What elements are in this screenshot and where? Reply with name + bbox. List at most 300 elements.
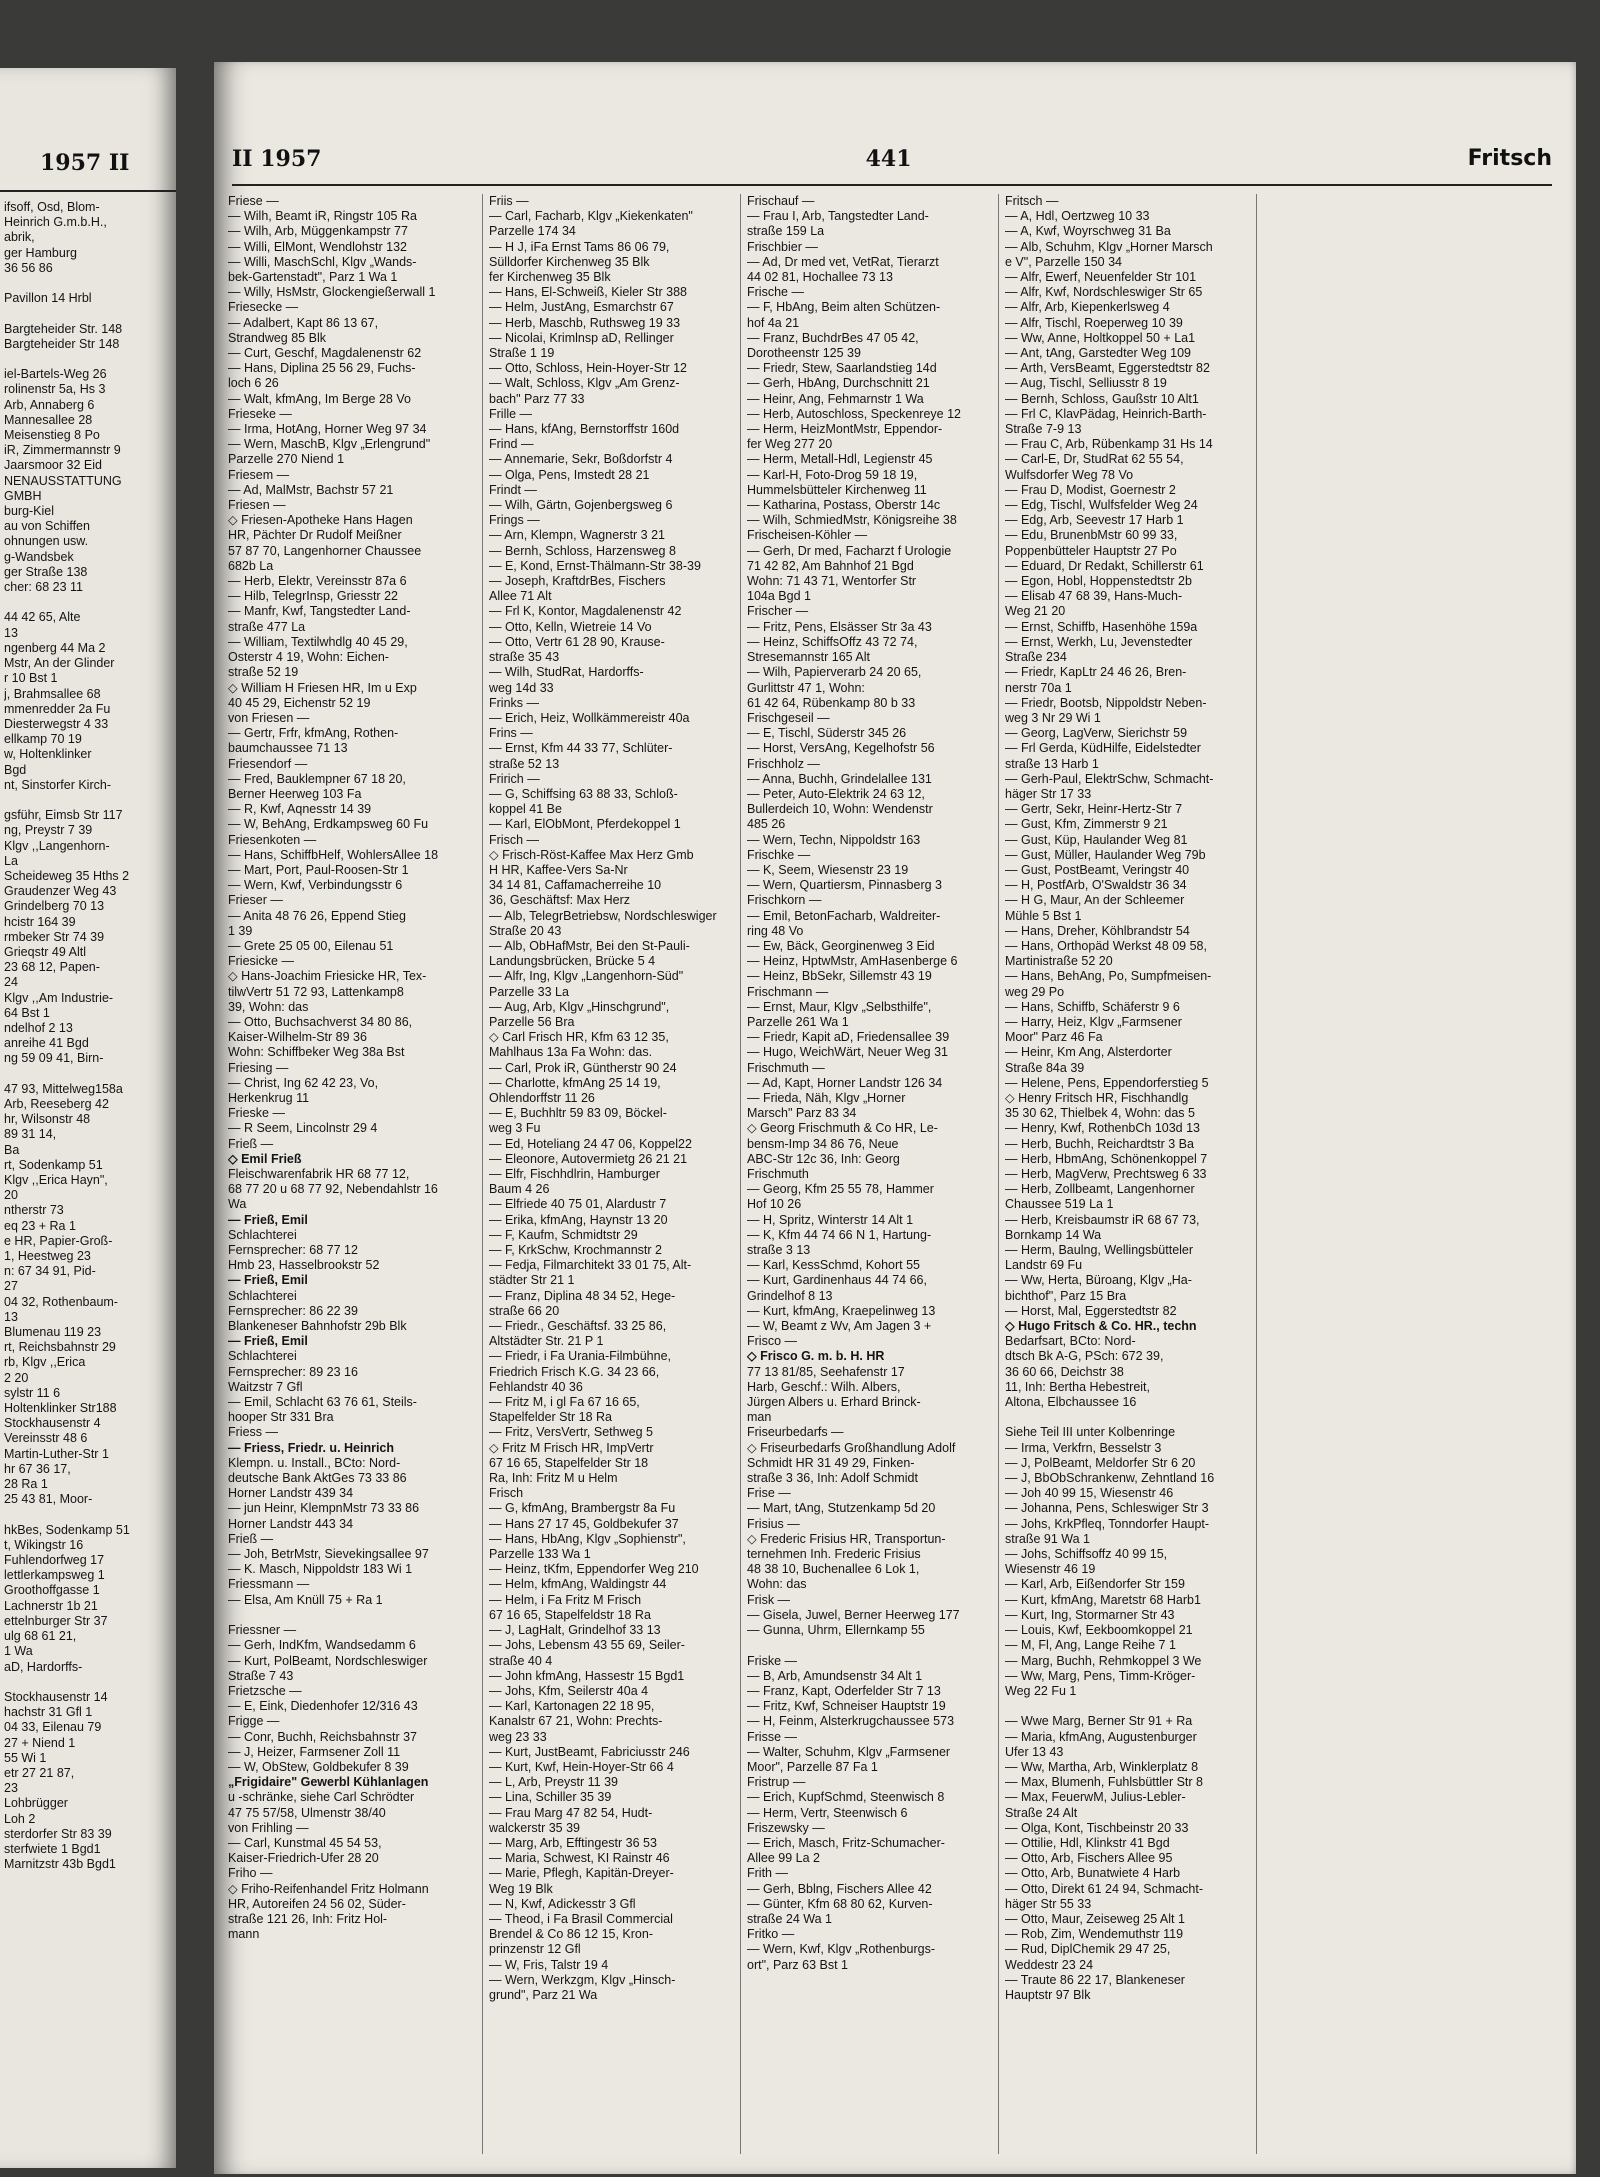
directory-entry-line: — Ernst, Maur, Klgv „Selbsthilfe",: [747, 999, 932, 1014]
directory-entry-line: — Erich, KupfSchmd, Steenwisch 8: [747, 1790, 945, 1805]
directory-entry-line: Frinks —: [489, 695, 539, 710]
directory-entry-line: — Grete 25 05 00, Eilenau 51: [228, 938, 394, 953]
directory-entry-line: — Herb, Buchh, Reichardtstr 3 Ba: [1005, 1136, 1194, 1151]
left-page-line: mmenredder 2a Fu: [4, 701, 111, 716]
directory-entry-line: — Frau Marg 47 82 54, Hudt-: [489, 1805, 653, 1820]
directory-entry-line: — Walt, kfmAng, Im Berge 28 Vo: [228, 391, 411, 406]
directory-entry-line: Waitzstr 7 Gfl: [228, 1379, 303, 1394]
directory-entry-line: Parzelle 261 Wa 1: [747, 1014, 849, 1029]
left-page-line: r 10 Bst 1: [4, 671, 58, 686]
directory-entry-line: — Hans, HbAng, Klgv „Sophienstr",: [489, 1531, 686, 1546]
directory-entry-line: Fehlandstr 40 36: [489, 1379, 583, 1394]
directory-entry-line: — Frau C, Arb, Rübenkamp 31 Hs 14: [1005, 437, 1213, 452]
directory-entry-line: — Gertr, Frfr, kfmAng, Rothen-: [228, 726, 399, 741]
directory-entry-line: 682b La: [228, 558, 274, 573]
directory-entry-line: — Otto, Schloss, Hein-Hoyer-Str 12: [489, 361, 687, 376]
directory-entry-line: — Alb, ObHafMstr, Bei den St-Pauli-: [489, 938, 690, 953]
directory-entry-line: Frieseke —: [228, 406, 292, 421]
directory-entry-line: — Heinr, Ang, Fehmarnstr 1 Wa: [747, 391, 924, 406]
directory-entry-line: 61 42 64, Rübenkamp 80 b 33: [747, 695, 916, 710]
directory-entry-line: hooper Str 331 Bra: [228, 1410, 334, 1425]
directory-entry-line: straße 24 Wa 1: [747, 1911, 832, 1926]
directory-entry-line: — H G, Maur, An der Schleemer: [1005, 893, 1185, 908]
left-page-line: Loh 2: [4, 1811, 36, 1826]
directory-entry-line: ◇ Fritz M Frisch HR, ImpVertr: [489, 1440, 654, 1455]
directory-entry-line: — Wilh, SchmiedMstr, Königsreihe 38: [747, 513, 957, 528]
directory-entry-line: Frischmuth: [747, 1167, 809, 1181]
directory-entry-line: Friis —: [489, 194, 529, 208]
directory-entry-line: — Anita 48 76 26, Eppend Stieg: [228, 908, 406, 923]
directory-entry-line: 57 87 70, Langenhorner Chaussee: [228, 543, 422, 558]
directory-entry-line: Martinistraße 52 20: [1005, 954, 1113, 969]
directory-entry-line: — Kurt, PolBeamt, Nordschleswiger: [228, 1653, 428, 1668]
directory-entry-line: — Alb, TelegrBetriebsw, Nordschleswiger: [489, 908, 717, 923]
directory-entry-line: — Adalbert, Kapt 86 13 67,: [228, 315, 379, 330]
directory-entry-line: Friesendorf —: [228, 756, 308, 771]
directory-entry-line: Parzelle 56 Bra: [489, 1014, 575, 1029]
left-page-line: [4, 352, 172, 367]
directory-entry-line: — W, BehAng, Erdkampsweg 60 Fu: [228, 817, 429, 832]
directory-entry-line: — Christ, Ing 62 42 23, Vo,: [228, 1075, 379, 1090]
directory-entry-line: häger Str 17 33: [1005, 786, 1092, 801]
header-keyword: Fritsch: [1467, 146, 1552, 171]
directory-entry-line: Parzelle 33 La: [489, 984, 569, 999]
directory-entry-line: Friszewsky —: [747, 1820, 825, 1835]
directory-entry-line: — Gertr, Sekr, Heinr-Hertz-Str 7: [1005, 802, 1183, 817]
directory-entry-line: — Carl, Kunstmal 45 54 53,: [228, 1835, 382, 1850]
directory-entry-line: — Herm, Baulng, Wellingsbütteler: [1005, 1243, 1194, 1258]
directory-entry-line: Landungsbrücken, Brücke 5 4: [489, 954, 656, 969]
directory-entry-line: — Louis, Kwf, Eekboomkoppel 21: [1005, 1623, 1193, 1638]
left-page-line: ettelnburger Str 37: [4, 1613, 108, 1628]
directory-entry-line: — Ww, Herta, Büroang, Klgv „Ha-: [1005, 1273, 1192, 1288]
left-page-line: 13: [4, 625, 18, 640]
left-page-line: 27: [4, 1279, 18, 1294]
directory-entry-line: — Ad, MalMstr, Bachstr 57 21: [228, 482, 394, 497]
directory-entry-line: — Gust, Küp, Haulander Weg 81: [1005, 832, 1188, 847]
directory-entry-line: — Mart, tAng, Stutzenkamp 5d 20: [747, 1501, 936, 1516]
directory-entry-line: — Gust, Kfm, Zimmerstr 9 21: [1005, 817, 1168, 832]
directory-entry-line: 71 42 82, Am Bahnhof 21 Bgd: [747, 558, 914, 573]
directory-entry-line: Bullerdeich 10, Wohn: Wendenstr: [747, 802, 933, 817]
directory-entry-line: Straße 7 43: [228, 1668, 294, 1683]
column-5: [1256, 194, 1509, 2154]
left-page-line: ng 59 09 41, Birn-: [4, 1051, 104, 1066]
left-page-line: hcistr 164 39: [4, 914, 76, 929]
directory-entry-line: Frindt —: [489, 482, 537, 497]
directory-entry-line: — Alb, Schuhm, Klgv „Horner Marsch: [1005, 239, 1213, 254]
directory-entry-line: — Gust, PostBeamt, Veringstr 40: [1005, 862, 1190, 877]
directory-entry-line: — William, Textilwhdlg 40 45 29,: [228, 634, 408, 649]
directory-entry-line: — Edg, Tischl, Wulfsfelder Weg 24: [1005, 498, 1198, 513]
directory-entry-line: — Theod, i Fa Brasil Commercial: [489, 1911, 673, 1926]
directory-entry-line: — Friedr, i Fa Urania-Filmbühne,: [489, 1349, 672, 1364]
directory-entry-line: — Wilh, Gärtn, Gojenbergsweg 6: [489, 498, 673, 513]
left-page-line: 89 31 14,: [4, 1127, 57, 1142]
left-page-line: [4, 595, 172, 610]
directory-entry-line: — R, Kwf, Aqnesstr 14 39: [228, 802, 372, 817]
directory-entry-line: Schlachterei: [228, 1349, 297, 1364]
directory-entry-line: — Fred, Bauklempner 67 18 20,: [228, 771, 406, 786]
directory-entry-line: Frise —: [747, 1486, 791, 1501]
directory-entry-line: ◇ Friesen-Apotheke Hans Hagen: [228, 513, 413, 528]
directory-entry-line: Blankeneser Bahnhofstr 29b Blk: [228, 1319, 407, 1334]
directory-entry-line: städter Str 21 1: [489, 1273, 575, 1288]
directory-entry-line: Kanalstr 67 21, Wohn: Prechts-: [489, 1714, 663, 1729]
directory-entry-line: — Eduard, Dr Redakt, Schillerstr 61: [1005, 558, 1204, 573]
directory-entry-line: hof 4a 21: [747, 315, 800, 330]
left-page-line: Klgv ,,Langenhorn-: [4, 838, 110, 853]
directory-entry-line: — R Seem, Lincolnstr 29 4: [228, 1121, 378, 1136]
directory-entry-line: Friske —: [747, 1653, 797, 1668]
directory-entry-line: Friedrich Frisch K.G. 34 23 66,: [489, 1364, 660, 1379]
directory-entry-line: „Frigidaire" Gewerbl Kühlanlagen: [228, 1775, 429, 1790]
directory-entry-line: Fernsprecher: 89 23 16: [228, 1364, 358, 1379]
directory-entry-line: — Nicolai, Krimlnsp aD, Rellinger: [489, 330, 674, 345]
directory-entry-line: bensm-Imp 34 86 76, Neue: [747, 1136, 899, 1151]
left-page-line: Lohbrügger: [4, 1796, 68, 1811]
left-page-line: Holtenklinker Str188: [4, 1401, 117, 1416]
directory-entry-line: straße 40 4: [489, 1653, 553, 1668]
directory-entry-line: — Ew, Bäck, Georginenweg 3 Eid: [747, 938, 935, 953]
directory-entry-line: koppel 41 Be: [489, 802, 562, 817]
directory-entry-line: Kaiser-Friedrich-Ufer 28 20: [228, 1851, 379, 1866]
directory-entry-line: — Karl, Arb, Eißendorfer Str 159: [1005, 1577, 1185, 1592]
left-page-line: 47 93, Mittelweg158a: [4, 1081, 123, 1096]
directory-entry-line: — Emil, BetonFacharb, Waldreiter-: [747, 908, 941, 923]
directory-entry-line: 36, Geschäftsf: Max Herz: [489, 893, 631, 908]
directory-entry-line: Dorotheenstr 125 39: [747, 346, 861, 361]
directory-entry-line: straße 35 43: [489, 650, 560, 665]
directory-entry-line: — Irma, Verkfrn, Besselstr 3: [1005, 1440, 1162, 1455]
left-page-line: GMBH: [4, 488, 42, 503]
directory-entry-line: — H J, iFa Ernst Tams 86 06 79,: [489, 239, 670, 254]
directory-entry-line: — Johs, Schiffsoffz 40 99 15,: [1005, 1547, 1168, 1562]
left-page-line: Stockhausenstr 4: [4, 1416, 101, 1431]
directory-entry-line: straße 121 26, Inh: Fritz Hol-: [228, 1911, 388, 1926]
left-page-line: n: 67 34 91, Pid-: [4, 1264, 96, 1279]
left-page-line: w, Holtenklinker: [4, 747, 92, 762]
directory-entry-line: Friesing —: [228, 1060, 289, 1075]
directory-entry-line: Wulfsdorfer Weg 78 Vo: [1005, 467, 1134, 482]
directory-entry-line: — Kurt, Gardinenhaus 44 74 66,: [747, 1273, 927, 1288]
directory-entry-line: — Hans, Diplina 25 56 29, Fuchs-: [228, 361, 416, 376]
directory-entry-line: — J, PolBeamt, Meldorfer Str 6 20: [1005, 1455, 1196, 1470]
directory-entry-line: — Wilh, Papierverarb 24 20 65,: [747, 665, 922, 680]
directory-entry-line: Parzelle 270 Niend 1: [228, 452, 345, 467]
directory-entry-line: — Friess, Friedr. u. Heinrich: [228, 1440, 395, 1455]
directory-entry-line: Frieske —: [228, 1106, 285, 1121]
directory-entry-line: — Traute 86 22 17, Blankeneser: [1005, 1972, 1185, 1987]
directory-entry-line: ◇ Hugo Fritsch & Co. HR., techn: [1005, 1319, 1197, 1334]
directory-entry-line: — E, Eink, Diedenhofer 12/316 43: [228, 1699, 418, 1714]
left-page-line: Bargteheider Str 148: [4, 336, 120, 351]
directory-entry-line: — M, Fl, Ang, Lange Reihe 7 1: [1005, 1638, 1176, 1653]
directory-entry-line: Fritsch —: [1005, 194, 1059, 208]
directory-entry-line: Klempn. u. Install., BCto: Nord-: [228, 1455, 401, 1470]
directory-entry-line: Frins —: [489, 726, 533, 741]
directory-entry-line: — K, Seem, Wiesenstr 23 19: [747, 862, 909, 877]
left-page-line: sylstr 11 6: [4, 1385, 61, 1400]
directory-entry-line: Jürgen Albers u. Erhard Brinck-: [747, 1395, 921, 1410]
left-page-line: Mannesallee 28: [4, 412, 93, 427]
directory-entry-line: — Franz, Diplina 48 34 52, Hege-: [489, 1288, 676, 1303]
directory-entry-line: ◇ Frisch-Röst-Kaffee Max Herz Gmb: [489, 847, 694, 862]
left-page-line: etr 27 21 87,: [4, 1765, 75, 1780]
directory-entry-line: ◇ William H Friesen HR, Im u Exp: [228, 680, 417, 695]
directory-entry-line: — Arn, Klempn, Wagnerstr 3 21: [489, 528, 666, 543]
directory-entry-line: Friese —: [228, 194, 279, 208]
directory-entry-line: — K. Masch, Nippoldstr 183 Wi 1: [228, 1562, 413, 1577]
directory-entry-line: — Herb, Elektr, Vereinsstr 87a 6: [228, 574, 407, 589]
left-page-line: Heinrich G.m.b.H.,: [4, 215, 107, 230]
left-page-line: anreihe 41 Bgd: [4, 1036, 89, 1051]
left-page-line: 64 Bst 1: [4, 1005, 50, 1020]
directory-entry-line: 34 14 81, Caffamacherreihe 10: [489, 878, 662, 893]
directory-entry-line: — Friedr, Bootsb, Nippoldstr Neben-: [1005, 695, 1207, 710]
directory-entry-line: Weddestr 23 24: [1005, 1957, 1094, 1972]
directory-entry-line: — L, Arb, Preystr 11 39: [489, 1775, 618, 1790]
directory-entry-line: — Max, FeuerwM, Julius-Lebler-: [1005, 1790, 1186, 1805]
directory-entry-line: — H, Feinm, Alsterkrugchaussee 573: [747, 1714, 955, 1729]
directory-entry-line: — Hans, Schiffb, Schäferstr 9 6: [1005, 999, 1180, 1014]
directory-entry-line: Straße 7-9 13: [1005, 422, 1082, 437]
left-page-line: [4, 276, 172, 291]
directory-entry-line: ◇ Friho-Reifenhandel Fritz Holmann: [228, 1881, 429, 1896]
directory-entry-line: 39, Wohn: das: [228, 999, 309, 1014]
left-page-line: 04 32, Rothenbaum-: [4, 1294, 118, 1309]
left-page-line: 24: [4, 975, 18, 990]
directory-entry-line: [1005, 1410, 1251, 1425]
page-header: [232, 144, 1552, 186]
directory-entry-line: 48 38 10, Buchenallee 6 Lok 1,: [747, 1562, 920, 1577]
directory-entry-line: — Ernst, Werkh, Lu, Jevenstedter: [1005, 634, 1193, 649]
directory-entry-line: Wohn: 71 43 71, Wentorfer Str: [747, 574, 917, 589]
directory-entry-line: — Otto, Vertr 61 28 90, Krause-: [489, 634, 665, 649]
directory-entry-line: — Irma, HotAng, Horner Weg 97 34: [228, 422, 427, 437]
directory-entry-line: Frieser —: [228, 893, 283, 908]
directory-entry-line: Frischmuth —: [747, 1060, 825, 1075]
left-page-line: sterdorfer Str 83 39: [4, 1826, 112, 1841]
directory-entry-line: straße 3 36, Inh: Adolf Schmidt: [747, 1471, 918, 1486]
directory-entry-line: ort", Parz 63 Bst 1: [747, 1957, 849, 1972]
directory-entry-line: — Wern, Werkzgm, Klgv „Hinsch-: [489, 1972, 676, 1987]
directory-entry-line: Wiesenstr 46 19: [1005, 1562, 1096, 1577]
directory-entry-line: — Gerh, Dr med, Facharzt f Urologie: [747, 543, 952, 558]
directory-entry-line: Brendel & Co 86 12 15, Kron-: [489, 1927, 653, 1942]
left-page-line: Fuhlendorfweg 17: [4, 1553, 105, 1568]
directory-entry-line: — E, Buchhltr 59 83 09, Böckel-: [489, 1106, 667, 1121]
directory-entry-line: — B, Arb, Amundsenstr 34 Alt 1: [747, 1668, 923, 1683]
directory-entry-line: Schlachterei: [228, 1227, 297, 1242]
directory-entry-line: — Wwe Marg, Berner Str 91 + Ra: [1005, 1714, 1193, 1729]
directory-entry-line: — Rud, DiplChemik 29 47 25,: [1005, 1942, 1171, 1957]
directory-entry-line: Siehe Teil III unter Kolbenringe: [1005, 1425, 1176, 1440]
directory-entry-line: — Aug, Arb, Klgv „Hinschgrund",: [489, 999, 670, 1014]
left-page-line: 1, Heestweg 23: [4, 1249, 91, 1264]
left-page-line: NENAUSSTATTUNG: [4, 473, 122, 488]
directory-entry-line: — Olga, Kont, Tischbeinstr 20 33: [1005, 1820, 1189, 1835]
directory-entry-line: häger Str 55 33: [1005, 1896, 1092, 1911]
left-page-line: ohnungen usw.: [4, 534, 89, 549]
directory-entry-line: — Marie, Pflegh, Kapitän-Dreyer-: [489, 1866, 674, 1881]
directory-entry-line: — Wern, MaschB, Klgv „Erlengrund": [228, 437, 431, 452]
directory-entry-line: [228, 1608, 474, 1623]
directory-entry-line: — Willy, HsMstr, Glockengießerwall 1: [228, 285, 436, 300]
left-page-line: aD, Hardorffs-: [4, 1659, 83, 1674]
directory-entry-line: Fririch —: [489, 771, 540, 786]
directory-entry-line: — Gunna, Uhrm, Ellernkamp 55: [747, 1623, 925, 1638]
left-page-line: nt, Sinstorfer Kirch-: [4, 777, 111, 792]
left-page-line: Marnitzstr 43b Bgd1: [4, 1857, 116, 1872]
directory-entry-line: — Kurt, Kwf, Hein-Hoyer-Str 66 4: [489, 1759, 674, 1774]
left-page-line: Arb, Reeseberg 42: [4, 1096, 109, 1111]
directory-entry-line: Friseurbedarfs —: [747, 1425, 844, 1440]
directory-entry-line: Frischmann —: [747, 984, 829, 999]
directory-entry-line: ◇ Emil Frieß: [228, 1151, 302, 1166]
directory-entry-line: — F, Kaufm, Schmidtstr 29: [489, 1227, 638, 1242]
directory-entry-line: — A, Hdl, Oertzweg 10 33: [1005, 209, 1150, 224]
directory-entry-line: ring 48 Vo: [747, 923, 804, 938]
directory-entry-line: Mühle 5 Bst 1: [1005, 908, 1082, 923]
directory-entry-line: — Eleonore, Autovermietg 26 21 21: [489, 1151, 688, 1166]
directory-entry-line: — Ed, Hoteliang 24 47 06, Koppel22: [489, 1136, 692, 1151]
directory-entry-line: — E, Tischl, Süderstr 345 26: [747, 726, 907, 741]
left-page-line: eq 23 + Ra 1: [4, 1218, 76, 1233]
directory-entry-line: — E, Kond, Ernst-Thälmann-Str 38-39: [489, 558, 701, 573]
directory-entry-line: Friessner —: [228, 1623, 297, 1638]
directory-entry-line: ternehmen Inh. Frederic Frisius: [747, 1547, 921, 1562]
left-page-line: j, Brahmsallee 68: [4, 686, 101, 701]
directory-entry-line: baumchaussee 71 13: [228, 741, 348, 756]
directory-entry-line: — Horst, VersAng, Kegelhofstr 56: [747, 741, 935, 756]
directory-entry-line: Strandweg 85 Blk: [228, 330, 326, 345]
directory-entry-line: — Karl, Kartonagen 22 18 95,: [489, 1699, 655, 1714]
directory-entry-line: — Max, Blumenh, Fuhlsbüttler Str 8: [1005, 1775, 1203, 1790]
directory-entry-line: — Marg, Arb, Efftingestr 36 53: [489, 1835, 657, 1850]
directory-entry-line: bach" Parz 77 33: [489, 391, 585, 406]
directory-entry-line: — Georg, Kfm 25 55 78, Hammer: [747, 1182, 934, 1197]
directory-entry-line: Frisse —: [747, 1729, 797, 1744]
directory-entry-line: [747, 1638, 993, 1653]
directory-entry-line: Parzelle 133 Wa 1: [489, 1547, 591, 1562]
directory-entry-line: straße 477 La: [228, 619, 306, 634]
directory-entry-line: — Kurt, kfmAng, Maretstr 68 Harb1: [1005, 1592, 1201, 1607]
directory-entry-line: — Bernh, Schloss, Harzensweg 8: [489, 543, 676, 558]
directory-entry-line: Kaiser-Wilhelm-Str 89 36: [228, 1030, 367, 1045]
directory-entry-line: — Alfr, Kwf, Nordschleswiger Str 65: [1005, 285, 1203, 300]
directory-entry-line: Friesicke —: [228, 954, 294, 969]
directory-entry-line: — Erika, kfmAng, Haynstr 13 20: [489, 1212, 668, 1227]
directory-entry-line: Fritko —: [747, 1927, 795, 1942]
directory-entry-line: Frischauf —: [747, 194, 815, 208]
directory-entry-line: Hauptstr 97 Blk: [1005, 1987, 1091, 2002]
directory-entry-line: — Rob, Zim, Wendemuthstr 119: [1005, 1927, 1184, 1942]
directory-entry-line: Berner Heerweg 103 Fa: [228, 786, 362, 801]
directory-entry-line: — Johs, KrkPfleq, Tonndorfer Haupt-: [1005, 1516, 1210, 1531]
left-page-line: 04 33, Eilenau 79: [4, 1720, 102, 1735]
directory-entry-line: Poppenbütteler Hauptstr 27 Po: [1005, 543, 1177, 558]
directory-entry-line: — Hans, BehAng, Po, Sumpfmeisen-: [1005, 969, 1212, 984]
directory-entry-line: — Herb, Zollbeamt, Langenhorner: [1005, 1182, 1195, 1197]
left-page-line: 28 Ra 1: [4, 1477, 48, 1492]
directory-entry-line: loch 6 26: [228, 376, 279, 391]
directory-entry-line: straße 3 13: [747, 1243, 811, 1258]
directory-entry-line: — Hans, kfAng, Bernstorffstr 160d: [489, 422, 680, 437]
directory-entry-line: — Wern, Kwf, Klgv „Rothenburgs-: [747, 1942, 936, 1957]
directory-entry-line: ◇ Frisco G. m. b. H. HR: [747, 1349, 885, 1364]
directory-entry-line: deutsche Bank AktGes 73 33 86: [228, 1471, 407, 1486]
directory-entry-line: — Georg, LagVerw, Sierichstr 59: [1005, 726, 1188, 741]
directory-entry-line: 67 16 65, Stapelfeldstr 18 Ra: [489, 1607, 651, 1622]
directory-entry-line: Straße 84a 39: [1005, 1060, 1085, 1075]
directory-entry-line: Altstädter Str. 21 P 1: [489, 1334, 604, 1349]
directory-entry-line: Mahlhaus 13a Fa Wohn: das.: [489, 1045, 653, 1060]
left-page-line: rmbeker Str 74 39: [4, 929, 105, 944]
directory-entry-line: Weg 22 Fu 1: [1005, 1683, 1077, 1698]
directory-entry-line: — G, kfmAng, Brambergstr 8a Fu: [489, 1501, 676, 1516]
directory-entry-line: — Alfr, Ing, Klgv „Langenhorn-Süd": [489, 969, 684, 984]
left-page-line: au von Schiffen: [4, 519, 90, 534]
directory-entry-line: — Ww, Martha, Arb, Winklerplatz 8: [1005, 1759, 1199, 1774]
left-page-line: 23: [4, 1781, 18, 1796]
directory-entry-line: straße 66 20: [489, 1303, 560, 1318]
left-page-line: ndelhof 2 13: [4, 1020, 73, 1035]
column-3: [740, 194, 993, 2154]
left-page-line: Bargteheider Str. 148: [4, 321, 123, 336]
directory-entry-line: von Friesen —: [228, 710, 310, 725]
directory-entry-line: — Marg, Buchh, Rehmkoppel 3 We: [1005, 1653, 1202, 1668]
directory-entry-line: Schmidt HR 31 49 29, Finken-: [747, 1455, 915, 1470]
directory-entry-line: Allee 71 Alt: [489, 589, 552, 604]
left-page-line: ulg 68 61 21,: [4, 1629, 77, 1644]
directory-entry-line: Marsch" Parz 83 34: [747, 1106, 857, 1121]
directory-entry-line: — Fedja, Filmarchitekt 33 01 75, Alt-: [489, 1258, 692, 1273]
left-page-line: [4, 1067, 172, 1082]
directory-entry-line: walckerstr 35 39: [489, 1820, 581, 1835]
directory-entry-line: — J, LagHalt, Grindelhof 33 13: [489, 1623, 661, 1638]
directory-entry-line: Weg 19 Blk: [489, 1881, 553, 1896]
directory-entry-line: — Joseph, KraftdrBes, Fischers: [489, 574, 666, 589]
directory-entry-line: Frieß —: [228, 1136, 274, 1151]
directory-entry-line: — Bernh, Schloss, Gaußstr 10 Alt1: [1005, 391, 1199, 406]
directory-entry-line: Frind —: [489, 437, 534, 452]
directory-entry-line: — Emil, Schlacht 63 76 61, Steils-: [228, 1395, 417, 1410]
directory-entry-line: Landstr 69 Fu: [1005, 1258, 1083, 1273]
directory-entry-line: — Ernst, Schiffb, Hasenhöhe 159a: [1005, 619, 1198, 634]
left-page-line: abrik,: [4, 230, 35, 245]
directory-entry-line: — Johs, Lebensm 43 55 69, Seiler-: [489, 1638, 685, 1653]
left-page-line: 2 20: [4, 1370, 29, 1385]
directory-entry-line: weg 3 Fu: [489, 1121, 541, 1136]
directory-entry-line: ◇ Hans-Joachim Friesicke HR, Tex-: [228, 969, 427, 984]
directory-entry-line: ◇ Georg Frischmuth & Co HR, Le-: [747, 1121, 938, 1136]
directory-entry-line: — Maria, Schwest, KI Rainstr 46: [489, 1851, 670, 1866]
left-page-line: lettlerkampsweg 1: [4, 1568, 105, 1583]
left-page-line: Lachnerstr 1b 21: [4, 1598, 98, 1613]
left-page-line: rt, Reichsbahnstr 29: [4, 1340, 116, 1355]
directory-entry-line: Frieß —: [228, 1531, 274, 1546]
directory-entry-line: — Herm, Metall-Hdl, Legienstr 45: [747, 452, 933, 467]
directory-entry-line: Frischeisen-Köhler —: [747, 528, 868, 543]
directory-entry-line: — Alfr, Ewerf, Neuenfelder Str 101: [1005, 270, 1197, 285]
directory-entry-line: Hummelsbütteler Kirchenweg 11: [747, 482, 927, 497]
directory-entry-line: — Herm, Vertr, Steenwisch 6: [747, 1805, 908, 1820]
directory-entry-line: — Hans 27 17 45, Goldbekufer 37: [489, 1516, 679, 1531]
directory-entry-line: — Herm, HeizMontMstr, Eppendor-: [747, 422, 943, 437]
left-page-header: 1957 II: [40, 150, 130, 176]
directory-entry-line: — Hugo, WeichWärt, Neuer Weg 31: [747, 1045, 949, 1060]
